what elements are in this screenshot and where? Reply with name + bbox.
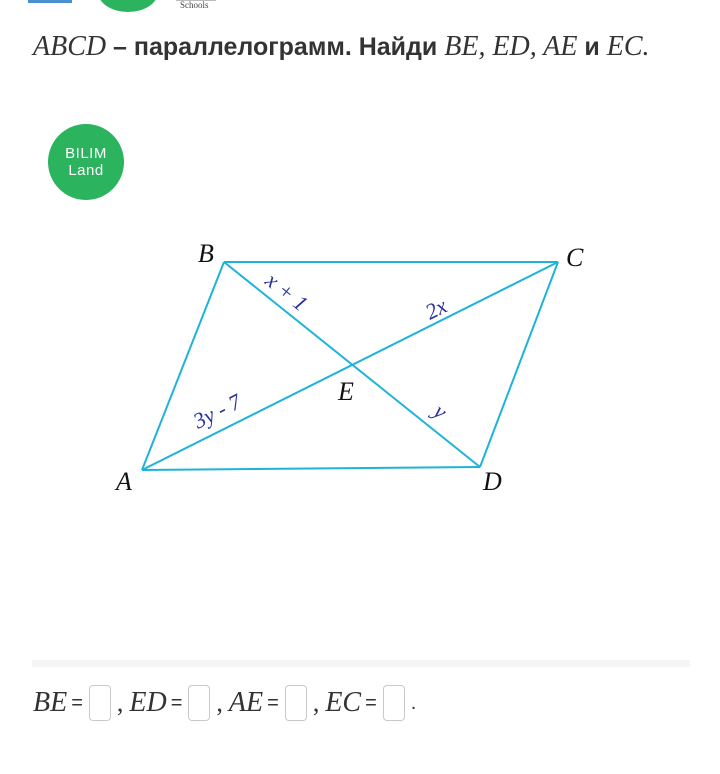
answer-label-be: BE: [33, 687, 68, 718]
ae-answer-input[interactable]: [285, 685, 307, 721]
vertex-a-label: A: [116, 467, 132, 496]
logo-line2: Land: [68, 162, 104, 179]
diagonal-bd: [224, 262, 480, 467]
vertex-b-label: B: [198, 239, 214, 268]
ed-answer-input[interactable]: [188, 685, 210, 721]
be-answer-input[interactable]: [89, 685, 111, 721]
equals-sign: =: [71, 691, 83, 714]
question-math-ec: EC: [606, 31, 643, 62]
label-be: x + 1: [260, 267, 313, 317]
answer-label-ec: EC: [325, 687, 362, 718]
question-text-and: и: [577, 33, 607, 61]
vertex-d-label: D: [483, 467, 502, 496]
question-math-abcd: ABCD: [33, 31, 107, 62]
equals-sign: =: [267, 691, 279, 714]
divider: [32, 660, 690, 667]
side-ab: [142, 262, 224, 470]
question-period: .: [642, 31, 650, 62]
side-cd: [480, 262, 558, 467]
vertex-c-label: C: [566, 243, 584, 272]
separator: ,: [216, 688, 223, 717]
ec-answer-input[interactable]: [383, 685, 405, 721]
label-ec: 2x: [421, 292, 451, 325]
side-da: [142, 467, 480, 470]
vertex-e-label: E: [338, 377, 354, 406]
diagonal-ac: [142, 262, 558, 470]
question-math-segments: BE, ED, AE: [444, 31, 578, 62]
equals-sign: =: [170, 691, 183, 714]
figure-lines: [142, 262, 558, 470]
separator: ,: [116, 688, 124, 717]
label-ed: y: [428, 398, 453, 425]
separator: ,: [312, 688, 320, 717]
equals-sign: =: [365, 691, 377, 714]
answer-label-ed: ED: [129, 687, 167, 718]
question-text-part: – параллелограмм. Найди: [106, 33, 445, 61]
answer-end-period: .: [410, 691, 417, 714]
label-ae: 3y - 7: [189, 388, 246, 434]
segment-labels: [188, 267, 452, 434]
top-schools-text: Schools: [180, 0, 209, 10]
logo-line1: BILIM: [65, 145, 107, 162]
answer-row: [33, 682, 416, 724]
answer-label-ae: AE: [228, 687, 264, 718]
